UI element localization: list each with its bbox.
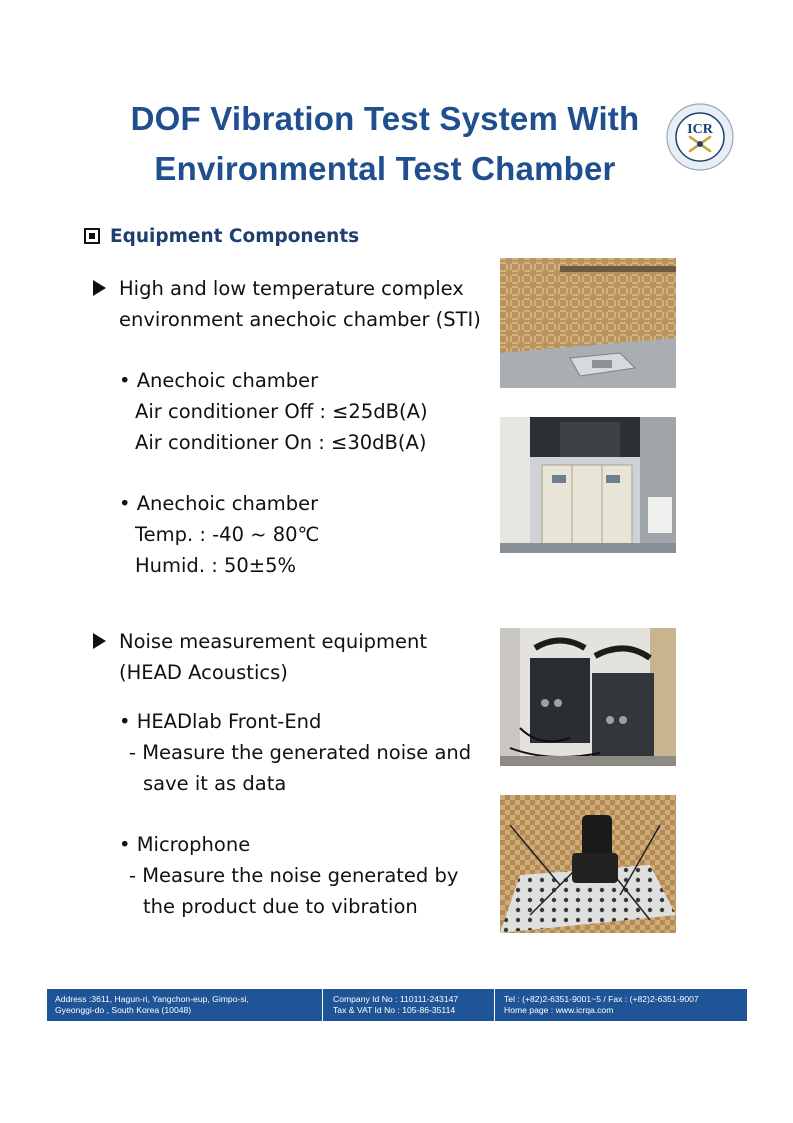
group1-item1-line2: Air conditioner On : ≤30dB(A) [135,431,427,454]
group2-item1-line1: - Measure the generated noise and [129,741,472,764]
page-title-line2: Environmental Test Chamber [154,150,616,187]
footer-divider [322,989,323,1021]
group2-title-line1: Noise measurement equipment [119,630,428,653]
icr-logo [666,103,734,171]
footer-company-line2: Tax & VAT Id No : 105-86-35114 [333,1005,456,1015]
anechoic-chamber-photo [500,258,676,388]
footer-divider [494,989,495,1021]
footer-address [55,994,249,1016]
footer-company-line1: Company Id No : 110111-243147 [333,994,459,1004]
group1-title-line1: High and low temperature complex [119,277,464,300]
group2-title-line2: (HEAD Acoustics) [119,661,288,684]
logo-text: ICR [687,122,713,137]
group1-title-line2: environment anechoic chamber (STI) [119,308,481,331]
microphone-test-rig-photo [500,795,676,933]
footer-bar [47,989,747,1021]
footer-contact-line2: Home page : www.icrqa.com [504,1005,614,1015]
group2-item1-name: • HEADlab Front-End [119,710,322,733]
footer-address-line1: Address :3611, Hagun-ri, Yangchon-eup, Gimpo-si, [55,994,249,1004]
group1-item1-name: • Anechoic chamber [119,369,319,392]
footer-company [333,994,458,1016]
footer-contact-line1: Tel : (+82)2-6351-9001~5 / Fax : (+82)2-6351-9007 [504,994,699,1004]
group2-item2-line1: - Measure the noise generated by [129,864,459,887]
triangle-bullet-icon [93,633,106,649]
page-title-line1: DOF Vibration Test System With [130,100,640,137]
group1-item2-name: • Anechoic chamber [119,492,319,515]
section-heading-text: Equipment Components [110,226,360,247]
footer-address-line2: Gyeonggi-do , South Korea (10048) [55,1005,192,1015]
group1-item2-line1: Temp. : -40 ~ 80℃ [135,523,320,546]
chamber-control-cabinet-photo [500,417,676,553]
group2-item2-line2: the product due to vibration [143,895,418,918]
headlab-front-end-photo [500,628,676,766]
square-bullet-icon [84,228,100,244]
section-heading [84,226,359,247]
group1-item2-line2: Humid. : 50±5% [135,554,297,577]
group2-item2-name: • Microphone [119,833,251,856]
group1-item1-line1: Air conditioner Off : ≤25dB(A) [135,400,428,423]
triangle-bullet-icon [93,280,106,296]
group2-item1-line2: save it as data [143,772,287,795]
footer-contact [504,994,699,1016]
